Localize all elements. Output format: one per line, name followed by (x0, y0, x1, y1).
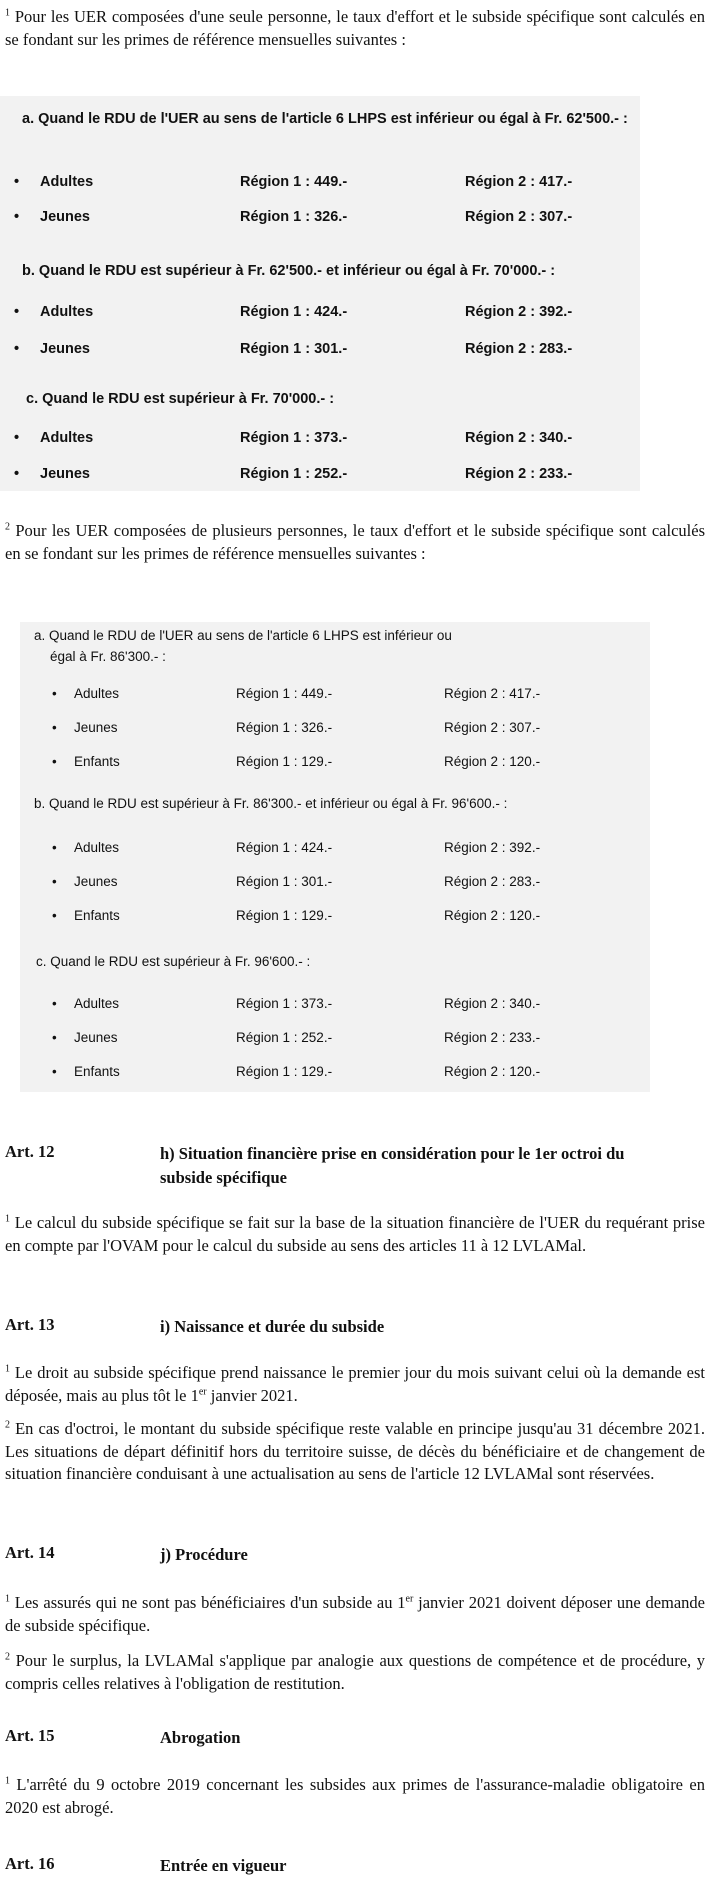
superscript: er (405, 1593, 414, 1605)
category: Jeunes (40, 209, 90, 225)
region1-value: Région 1 : 129.- (236, 908, 333, 923)
article-title: h) Situation financière prise en considération pour le 1er octroi du subside spécifique (160, 1144, 625, 1187)
superscript: er (198, 1386, 207, 1397)
region2-value: Région 2 : 233.- (444, 1030, 541, 1045)
bullet-icon: • (52, 874, 57, 889)
region1-value: Région 1 : 301.- (236, 874, 333, 889)
bullet-icon: • (52, 754, 57, 769)
region2-value: Région 2 : 233.- (465, 466, 573, 482)
category: Enfants (74, 754, 120, 769)
paragraph-text: janvier 2021. (206, 1385, 298, 1405)
bullet-icon: • (52, 686, 57, 701)
paragraph-text: Pour le surplus, la LVLAMal s'applique par analogie aux questions de compétence et de procédure, y compris celles relatives à l'obligation de restitution. (5, 1651, 705, 1693)
article-paragraph (5, 1592, 705, 1637)
condition-b-label: b. Quand le RDU est supérieur à Fr. 86'300.- et inférieur ou égal à Fr. 96'600.- : (34, 796, 508, 811)
region2-value: Région 2 : 392.- (444, 840, 541, 855)
paragraph-text: En cas d'octroi, le montant du subside spécifique reste valable en principe jusqu'au 31 décembre 2021. Les situations de départ définitif hors du territoire suisse, de décès du bénéficiaire et de changement de situation financière conduisant à une actualisation au sens de l'article 12 LVLAMal sont réservées. (5, 1419, 705, 1483)
article-title: Entrée en vigueur (160, 1856, 287, 1875)
bullet-icon: • (52, 908, 57, 923)
category: Jeunes (74, 874, 118, 889)
region2-value: Région 2 : 307.- (465, 209, 573, 225)
scanned-table-1 (0, 96, 640, 491)
paragraph-text: janvier 2021 doivent déposer une demande de subside spécifique. (5, 1593, 705, 1635)
condition-c-label: c. Quand le RDU est supérieur à Fr. 96'600.- : (36, 954, 311, 969)
bullet-icon: • (52, 1030, 57, 1045)
category: Jeunes (40, 466, 90, 482)
category: Enfants (74, 1064, 120, 1079)
region1-value: Région 1 : 373.- (236, 996, 333, 1011)
bullet-icon: • (52, 720, 57, 735)
region1-value: Région 1 : 129.- (236, 754, 333, 769)
region2-value: Région 2 : 417.- (444, 686, 541, 701)
article-label: Art. 14 (5, 1543, 55, 1562)
region1-value: Région 1 : 424.- (236, 840, 333, 855)
paragraph-text: Les assurés qui ne sont pas bénéficiaires d'un subside au 1 (14, 1593, 406, 1612)
category: Enfants (74, 908, 120, 923)
category: Jeunes (74, 720, 118, 735)
region1-value: Région 1 : 326.- (236, 720, 333, 735)
category: Adultes (40, 430, 94, 446)
condition-b-label: b. Quand le RDU est supérieur à Fr. 62'500.- et inférieur ou égal à Fr. 70'000.- : (22, 263, 556, 279)
region1-value: Région 1 : 252.- (236, 1030, 333, 1045)
bullet-icon: • (14, 209, 20, 225)
region2-value: Région 2 : 340.- (465, 430, 573, 446)
section2-intro (5, 520, 705, 565)
region1-value: Région 1 : 129.- (236, 1064, 333, 1079)
scanned-table-2 (20, 622, 650, 1092)
region2-value: Région 2 : 120.- (444, 908, 541, 923)
region2-value: Région 2 : 417.- (465, 174, 573, 190)
condition-a-label-line2: égal à Fr. 86'300.- : (50, 649, 166, 664)
bullet-icon: • (52, 840, 57, 855)
category: Adultes (40, 174, 94, 190)
bullet-icon: • (14, 466, 20, 482)
category: Adultes (74, 996, 120, 1011)
region2-value: Région 2 : 307.- (444, 720, 541, 735)
paragraph-number: 2 (5, 521, 10, 533)
bullet-icon: • (14, 430, 20, 446)
paragraph-text: Pour les UER composées d'une seule personne, le taux d'effort et le subside spécifique sont calculés en se fondant sur les primes de référence mensuelles suivantes : (5, 7, 706, 49)
article-paragraph (5, 1418, 705, 1486)
region1-value: Région 1 : 326.- (240, 209, 348, 225)
region2-value: Région 2 : 283.- (444, 874, 541, 889)
paragraph-number: 1 (5, 7, 10, 19)
region2-value: Région 2 : 340.- (444, 996, 541, 1011)
paragraph-text: Le calcul du subside spécifique se fait sur la base de la situation financière de l'UER du requérant prise en compte par l'OVAM pour le calcul du subside au sens des articles 11 à 12 LVLAMal. (5, 1213, 706, 1255)
paragraph-number: 1 (5, 1775, 10, 1787)
region1-value: Région 1 : 252.- (240, 466, 348, 482)
paragraph-text: Pour les UER composées de plusieurs personnes, le taux d'effort et le subside spécifique sont calculés en se fondant sur les primes de référence mensuelles suivantes : (5, 521, 705, 563)
article-title: j) Procédure (160, 1545, 248, 1564)
bullet-icon: • (52, 1064, 57, 1079)
paragraph-number: 2 (5, 1419, 10, 1431)
bullet-icon: • (14, 304, 20, 320)
paragraph-text: Le droit au subside spécifique prend naissance le premier jour du mois suivant celui où la demande est déposée, mais au plus tôt le 1 (5, 1363, 706, 1405)
category: Adultes (40, 304, 94, 320)
article-paragraph (5, 1650, 705, 1695)
bullet-icon: • (14, 174, 20, 190)
region1-value: Région 1 : 301.- (240, 341, 348, 357)
paragraph-number: 1 (5, 1213, 10, 1225)
article-title: Abrogation (160, 1728, 241, 1747)
article-paragraph (5, 1212, 705, 1257)
article-label: Art. 13 (5, 1315, 55, 1334)
article-label: Art. 12 (5, 1142, 55, 1161)
article-paragraph (5, 1362, 705, 1407)
category: Adultes (74, 686, 120, 701)
bullet-icon: • (52, 996, 57, 1011)
category: Jeunes (40, 341, 90, 357)
region2-value: Région 2 : 120.- (444, 754, 541, 769)
category: Jeunes (74, 1030, 118, 1045)
condition-a-label: a. Quand le RDU de l'UER au sens de l'article 6 LHPS est inférieur ou égal à Fr. 62'500.- : (22, 111, 628, 127)
condition-c-label: c. Quand le RDU est supérieur à Fr. 70'000.- : (26, 391, 335, 407)
region1-value: Région 1 : 449.- (240, 174, 348, 190)
paragraph-number: 1 (5, 1593, 10, 1605)
bullet-icon: • (14, 341, 20, 357)
paragraph-number: 2 (5, 1651, 10, 1663)
article-title: i) Naissance et durée du subside (160, 1317, 385, 1336)
paragraph-number: 1 (5, 1363, 10, 1375)
article-paragraph (5, 1774, 705, 1819)
region1-value: Région 1 : 373.- (240, 430, 348, 446)
article-label: Art. 15 (5, 1726, 55, 1745)
article-label: Art. 16 (5, 1854, 55, 1873)
section1-intro (5, 6, 705, 51)
region2-value: Région 2 : 392.- (465, 304, 573, 320)
region1-value: Région 1 : 424.- (240, 304, 348, 320)
region2-value: Région 2 : 120.- (444, 1064, 541, 1079)
condition-a-label-line1: a. Quand le RDU de l'UER au sens de l'article 6 LHPS est inférieur ou (34, 628, 452, 643)
paragraph-text: L'arrêté du 9 octobre 2019 concernant les subsides aux primes de l'assurance-maladie obligatoire en 2020 est abrogé. (5, 1775, 705, 1817)
region2-value: Région 2 : 283.- (465, 341, 573, 357)
region1-value: Région 1 : 449.- (236, 686, 333, 701)
category: Adultes (74, 840, 120, 855)
